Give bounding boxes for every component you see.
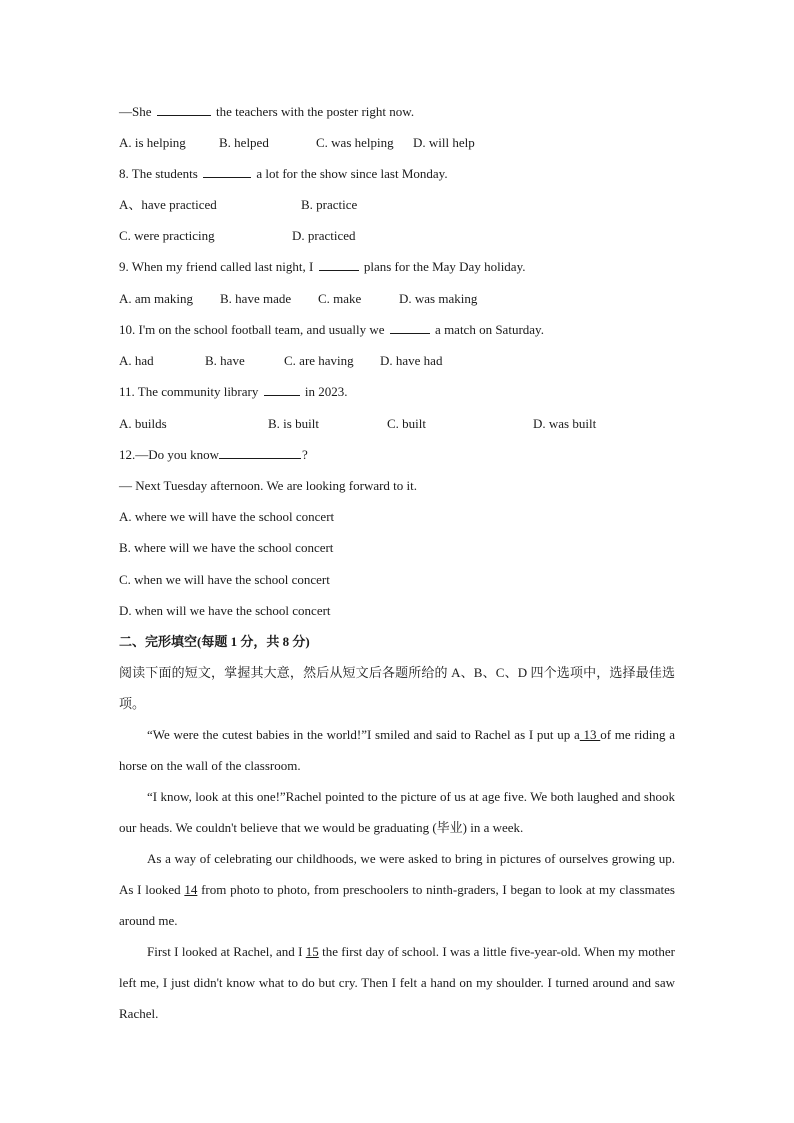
question-text: 9. When my friend called last night, I	[119, 259, 314, 274]
option-a: A. builds	[119, 416, 167, 431]
question-12-stem	[119, 446, 308, 464]
option-a: A. am making	[119, 291, 194, 306]
question-text: —She	[119, 104, 152, 119]
option-d: D. practiced	[292, 228, 356, 243]
option-d: D. was making	[399, 291, 478, 306]
option-c: C. are having	[284, 353, 354, 368]
question-text: plans for the May Day holiday.	[363, 259, 526, 274]
question-text: a lot for the show since last Monday.	[256, 166, 448, 181]
option-c: C. was helping	[316, 135, 394, 150]
section-instruction: 阅读下面的短文，掌握其大意，然后从短文后各题所给的 A、B、C、D 四个选项中，选择最佳选项。	[119, 665, 675, 711]
passage-paragraph: First I looked at Rachel, and I 15 the first day of school. I was a little five-year-old. When my mother left me, I just didn't know what to do but cry. Then I felt a hand on my shoulder. I turned around and saw Rachel.	[119, 944, 675, 1021]
option-d: D. will help	[413, 135, 475, 150]
passage-paragraph: “I know, look at this one!”Rachel pointed to the picture of us at age five. We both laughed and shook our heads. We couldn't believe that we would be graduating (毕业) in a week.	[119, 789, 675, 835]
option-b: B. have made	[220, 291, 292, 306]
cloze-passage	[119, 657, 675, 1029]
option-d: D. when will we have the school concert	[119, 603, 331, 618]
answer-blank	[319, 258, 359, 271]
option-b: B. practice	[301, 197, 358, 212]
option-c: C. make	[318, 291, 362, 306]
question-10-stem	[119, 321, 544, 339]
option-a: A. had	[119, 353, 154, 368]
option-b: B. helped	[219, 135, 269, 150]
passage-paragraph: As a way of celebrating our childhoods, we were asked to bring in pictures of ourselves growing up. As I looked 14 from photo to photo, from preschoolers to ninth-graders, I began to look at my classmates around me.	[119, 851, 675, 928]
option-b: B. have	[205, 353, 245, 368]
option-c: C. when we will have the school concert	[119, 572, 330, 587]
answer-blank	[390, 321, 430, 334]
answer-blank	[203, 165, 251, 178]
question-text: a match on Saturday.	[435, 322, 544, 337]
section-heading: 二、完形填空(每题 1 分，共 8 分)	[119, 634, 310, 649]
blank-15: 15	[305, 944, 319, 959]
answer-blank	[219, 446, 301, 459]
answer-blank	[157, 103, 211, 116]
question-8-stem	[119, 165, 448, 183]
option-c: C. built	[387, 416, 427, 431]
answer-blank	[264, 383, 300, 396]
question-text: in 2023.	[304, 384, 348, 399]
question-9-stem	[119, 258, 525, 276]
option-a: A. where we will have the school concert	[119, 509, 335, 524]
blank-13: 13	[579, 727, 601, 742]
option-a: A、have practiced	[119, 197, 217, 212]
question-text: 10. I'm on the school football team, and usually we	[119, 322, 385, 337]
question-text: the teachers with the poster right now.	[216, 104, 415, 119]
question-text: 8. The students	[119, 166, 198, 181]
question-12-reply: — Next Tuesday afternoon. We are looking forward to it.	[119, 478, 418, 493]
question-text: 12.—Do you know	[119, 447, 220, 462]
blank-14: 14	[184, 882, 198, 897]
question-text: ?	[302, 447, 308, 462]
question-11-stem	[119, 383, 348, 401]
option-b: B. where will we have the school concert	[119, 540, 334, 555]
passage-paragraph: “We were the cutest babies in the world!”I smiled and said to Rachel as I put up a 13 of me riding a horse on the wall of the classroom.	[119, 727, 675, 773]
question-text: 11. The community library	[119, 384, 259, 399]
option-c: C. were practicing	[119, 228, 215, 243]
option-d: D. was built	[533, 416, 597, 431]
option-d: D. have had	[380, 353, 443, 368]
question-7-stem	[119, 103, 414, 121]
option-a: A. is helping	[119, 135, 186, 150]
option-b: B. is built	[268, 416, 319, 431]
